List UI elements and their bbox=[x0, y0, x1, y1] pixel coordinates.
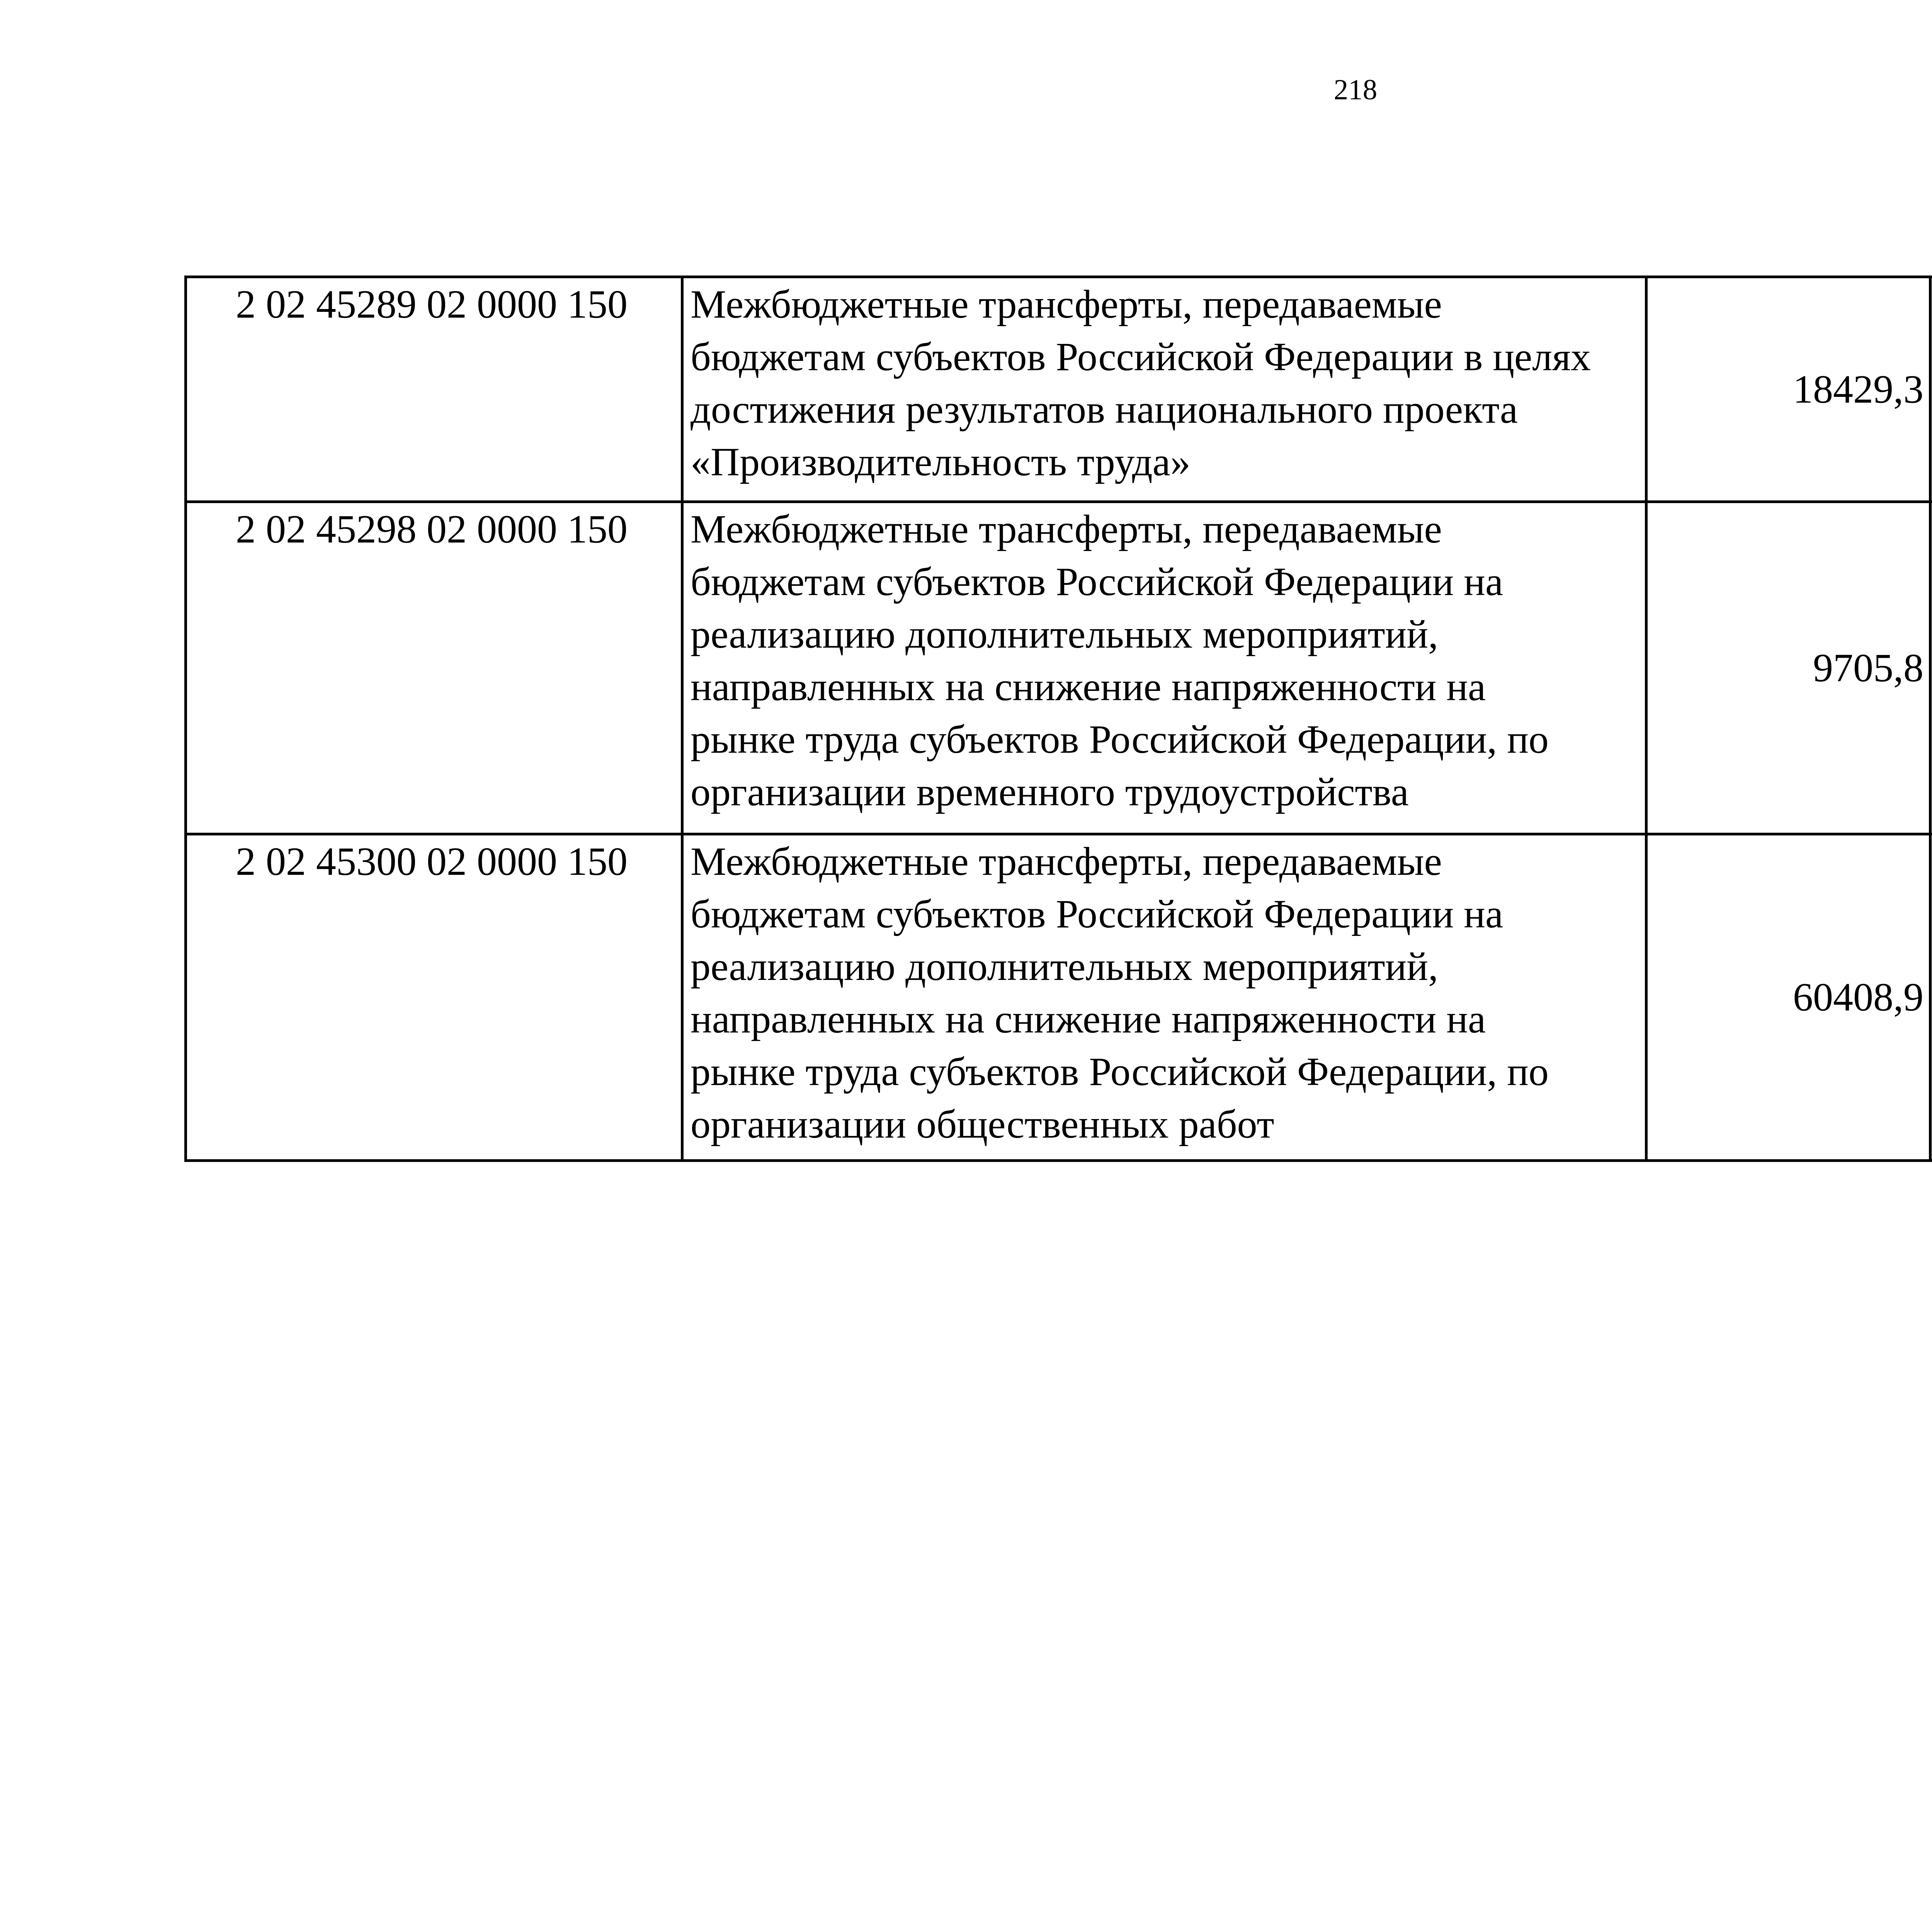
amount-cell: 60408,9 bbox=[1646, 834, 1930, 1161]
transfer-name-line: бюджетам субъектов Российской Федерации на bbox=[690, 560, 1503, 604]
transfer-name-line: организации временного трудоустройства bbox=[690, 770, 1409, 814]
transfer-name-line: достижения результатов национального проекта bbox=[690, 387, 1518, 432]
transfer-name-line: реализацию дополнительных мероприятий, bbox=[690, 612, 1439, 657]
transfer-name-line: Межбюджетные трансферты, передаваемые bbox=[690, 507, 1442, 551]
transfer-name-cell bbox=[682, 502, 1646, 834]
transfer-name-line: Межбюджетные трансферты, передаваемые bbox=[690, 282, 1442, 327]
transfer-name-line: бюджетам субъектов Российской Федерации на bbox=[690, 892, 1503, 936]
transfer-name-line: «Производительность труда» bbox=[690, 440, 1190, 484]
transfer-name-line: направленных на снижение напряженности на bbox=[690, 997, 1486, 1041]
table-row bbox=[186, 834, 1932, 1161]
transfer-name-line: направленных на снижение напряженности на bbox=[690, 665, 1486, 709]
empty-cell bbox=[1930, 502, 1932, 834]
transfer-name-cell bbox=[682, 834, 1646, 1161]
transfer-name-line: Межбюджетные трансферты, передаваемые bbox=[690, 839, 1442, 884]
table-row bbox=[186, 502, 1932, 834]
transfer-name-line: бюджетам субъектов Российской Федерации в целях bbox=[690, 335, 1591, 379]
empty-cell bbox=[1930, 277, 1932, 502]
budget-code-cell: 2 02 45300 02 0000 150 bbox=[186, 834, 682, 1161]
transfer-name-cell bbox=[682, 277, 1646, 502]
empty-cell bbox=[1930, 834, 1932, 1161]
transfer-name-line: организации общественных работ bbox=[690, 1102, 1274, 1146]
budget-code-cell: 2 02 45289 02 0000 150 bbox=[186, 277, 682, 502]
amount-cell: 18429,3 bbox=[1646, 277, 1930, 502]
transfer-name-line: реализацию дополнительных мероприятий, bbox=[690, 944, 1439, 989]
page-number: 218 bbox=[1333, 74, 1378, 106]
transfer-name-line: рынке труда субъектов Российской Федерации, по bbox=[690, 717, 1549, 762]
amount-cell: 9705,8 bbox=[1646, 502, 1930, 834]
table-row bbox=[186, 277, 1932, 502]
budget-table bbox=[184, 276, 1932, 1162]
budget-code-cell: 2 02 45298 02 0000 150 bbox=[186, 502, 682, 834]
transfer-name-line: рынке труда субъектов Российской Федерации, по bbox=[690, 1050, 1549, 1094]
